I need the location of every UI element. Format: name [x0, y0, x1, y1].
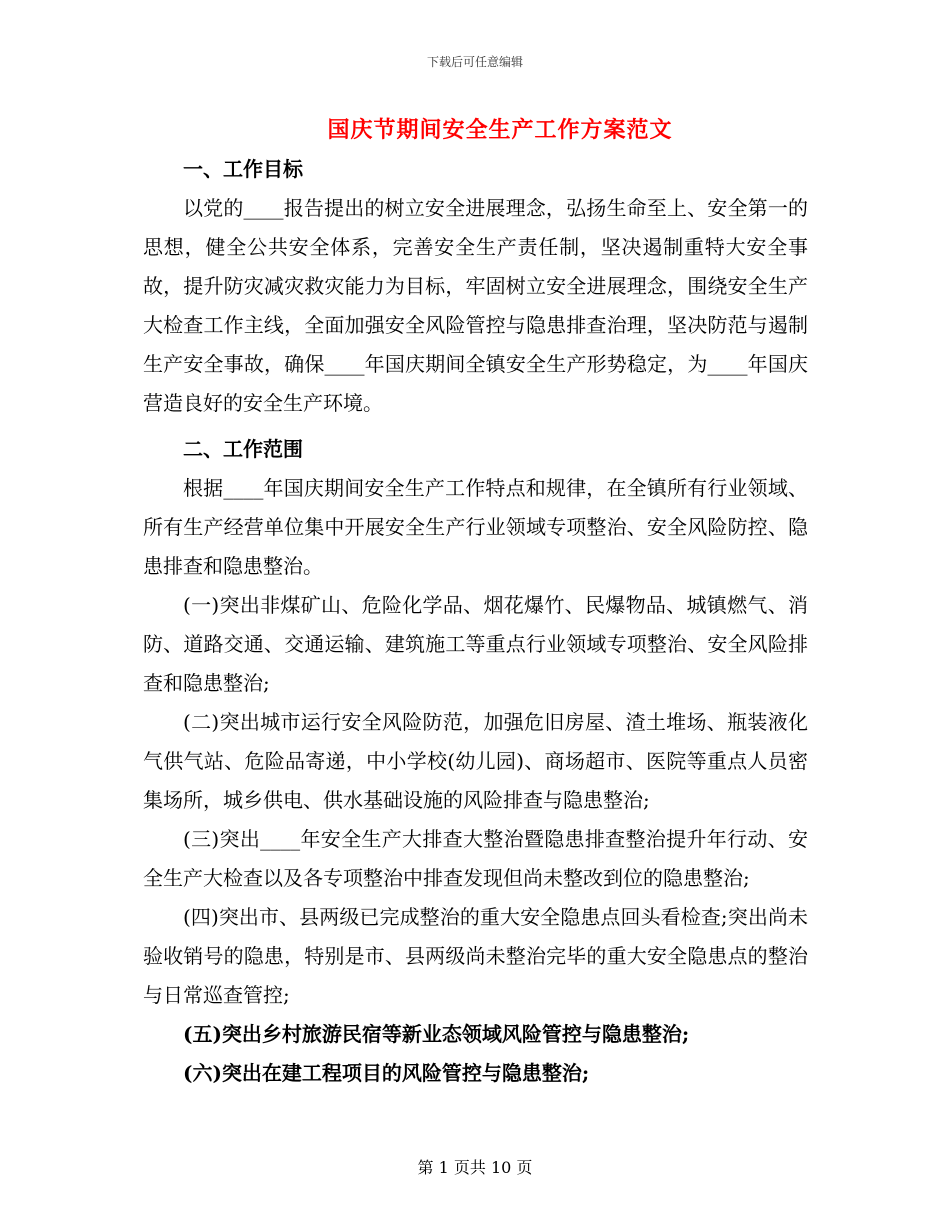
document-title: 国庆节期间安全生产工作方案范文 — [327, 117, 673, 143]
list-item-scope-4: (四)突出市、县两级已完成整治的重大安全隐患点回头看检查;突出尚未验收销号的隐患，特别是市、县两级尚未整治完毕的重大安全隐患点的整治与日常巡查管控; — [143, 905, 808, 1007]
list-item-scope-2: (二)突出城市运行安全风险防范，加强危旧房屋、渣土堆场、瓶装液化气供气站、危险品寄递，中小学校(幼儿园)、商场超市、医院等重点人员密集场所，城乡供电、供水基础设施的风险排查与隐患整治; — [143, 710, 808, 812]
header-note: 下载后可任意编辑 — [426, 55, 523, 69]
list-item-scope-3: (三)突出____年安全生产大排查大整治暨隐患排查整治提升年行动、安全生产大检查以及各专项整治中排查发现但尚未整改到位的隐患整治; — [143, 827, 808, 890]
list-item-scope-5: (五)突出乡村旅游民宿等新业态领域风险管控与隐患整治; — [183, 1022, 690, 1046]
document-body — [143, 150, 808, 1093]
page-footer: 第 1 页共 10 页 — [417, 1158, 533, 1177]
section-heading-goals: 一、工作目标 — [183, 157, 303, 181]
paragraph-scope-intro: 根据____年国庆期间安全生产工作特点和规律，在全镇所有行业领域、所有生产经营单位集中开展安全生产行业领域专项整治、安全风险防控、隐患排查和隐患整治。 — [143, 476, 808, 578]
list-item-scope-6: (六)突出在建工程项目的风险管控与隐患整治; — [183, 1061, 590, 1085]
list-item-scope-1: (一)突出非煤矿山、危险化学品、烟花爆竹、民爆物品、城镇燃气、消防、道路交通、交通运输、建筑施工等重点行业领域专项整治、安全风险排查和隐患整治; — [143, 593, 808, 695]
section-heading-scope: 二、工作范围 — [183, 437, 303, 461]
paragraph-goals: 以党的____报告提出的树立安全进展理念，弘扬生命至上、安全第一的思想，健全公共安全体系，完善安全生产责任制，坚决遏制重特大安全事故，提升防灾减灾救灾能力为目标，牢固树立安全进展理念，围绕安全生产大检查工作主线，全面加强安全风险管控与隐患排查治理，坚决防范与遏制生产安全事故，确保____年国庆期间全镇安全生产形势稳定，为____年国庆营造良好的安全生产环境。 — [143, 196, 808, 415]
